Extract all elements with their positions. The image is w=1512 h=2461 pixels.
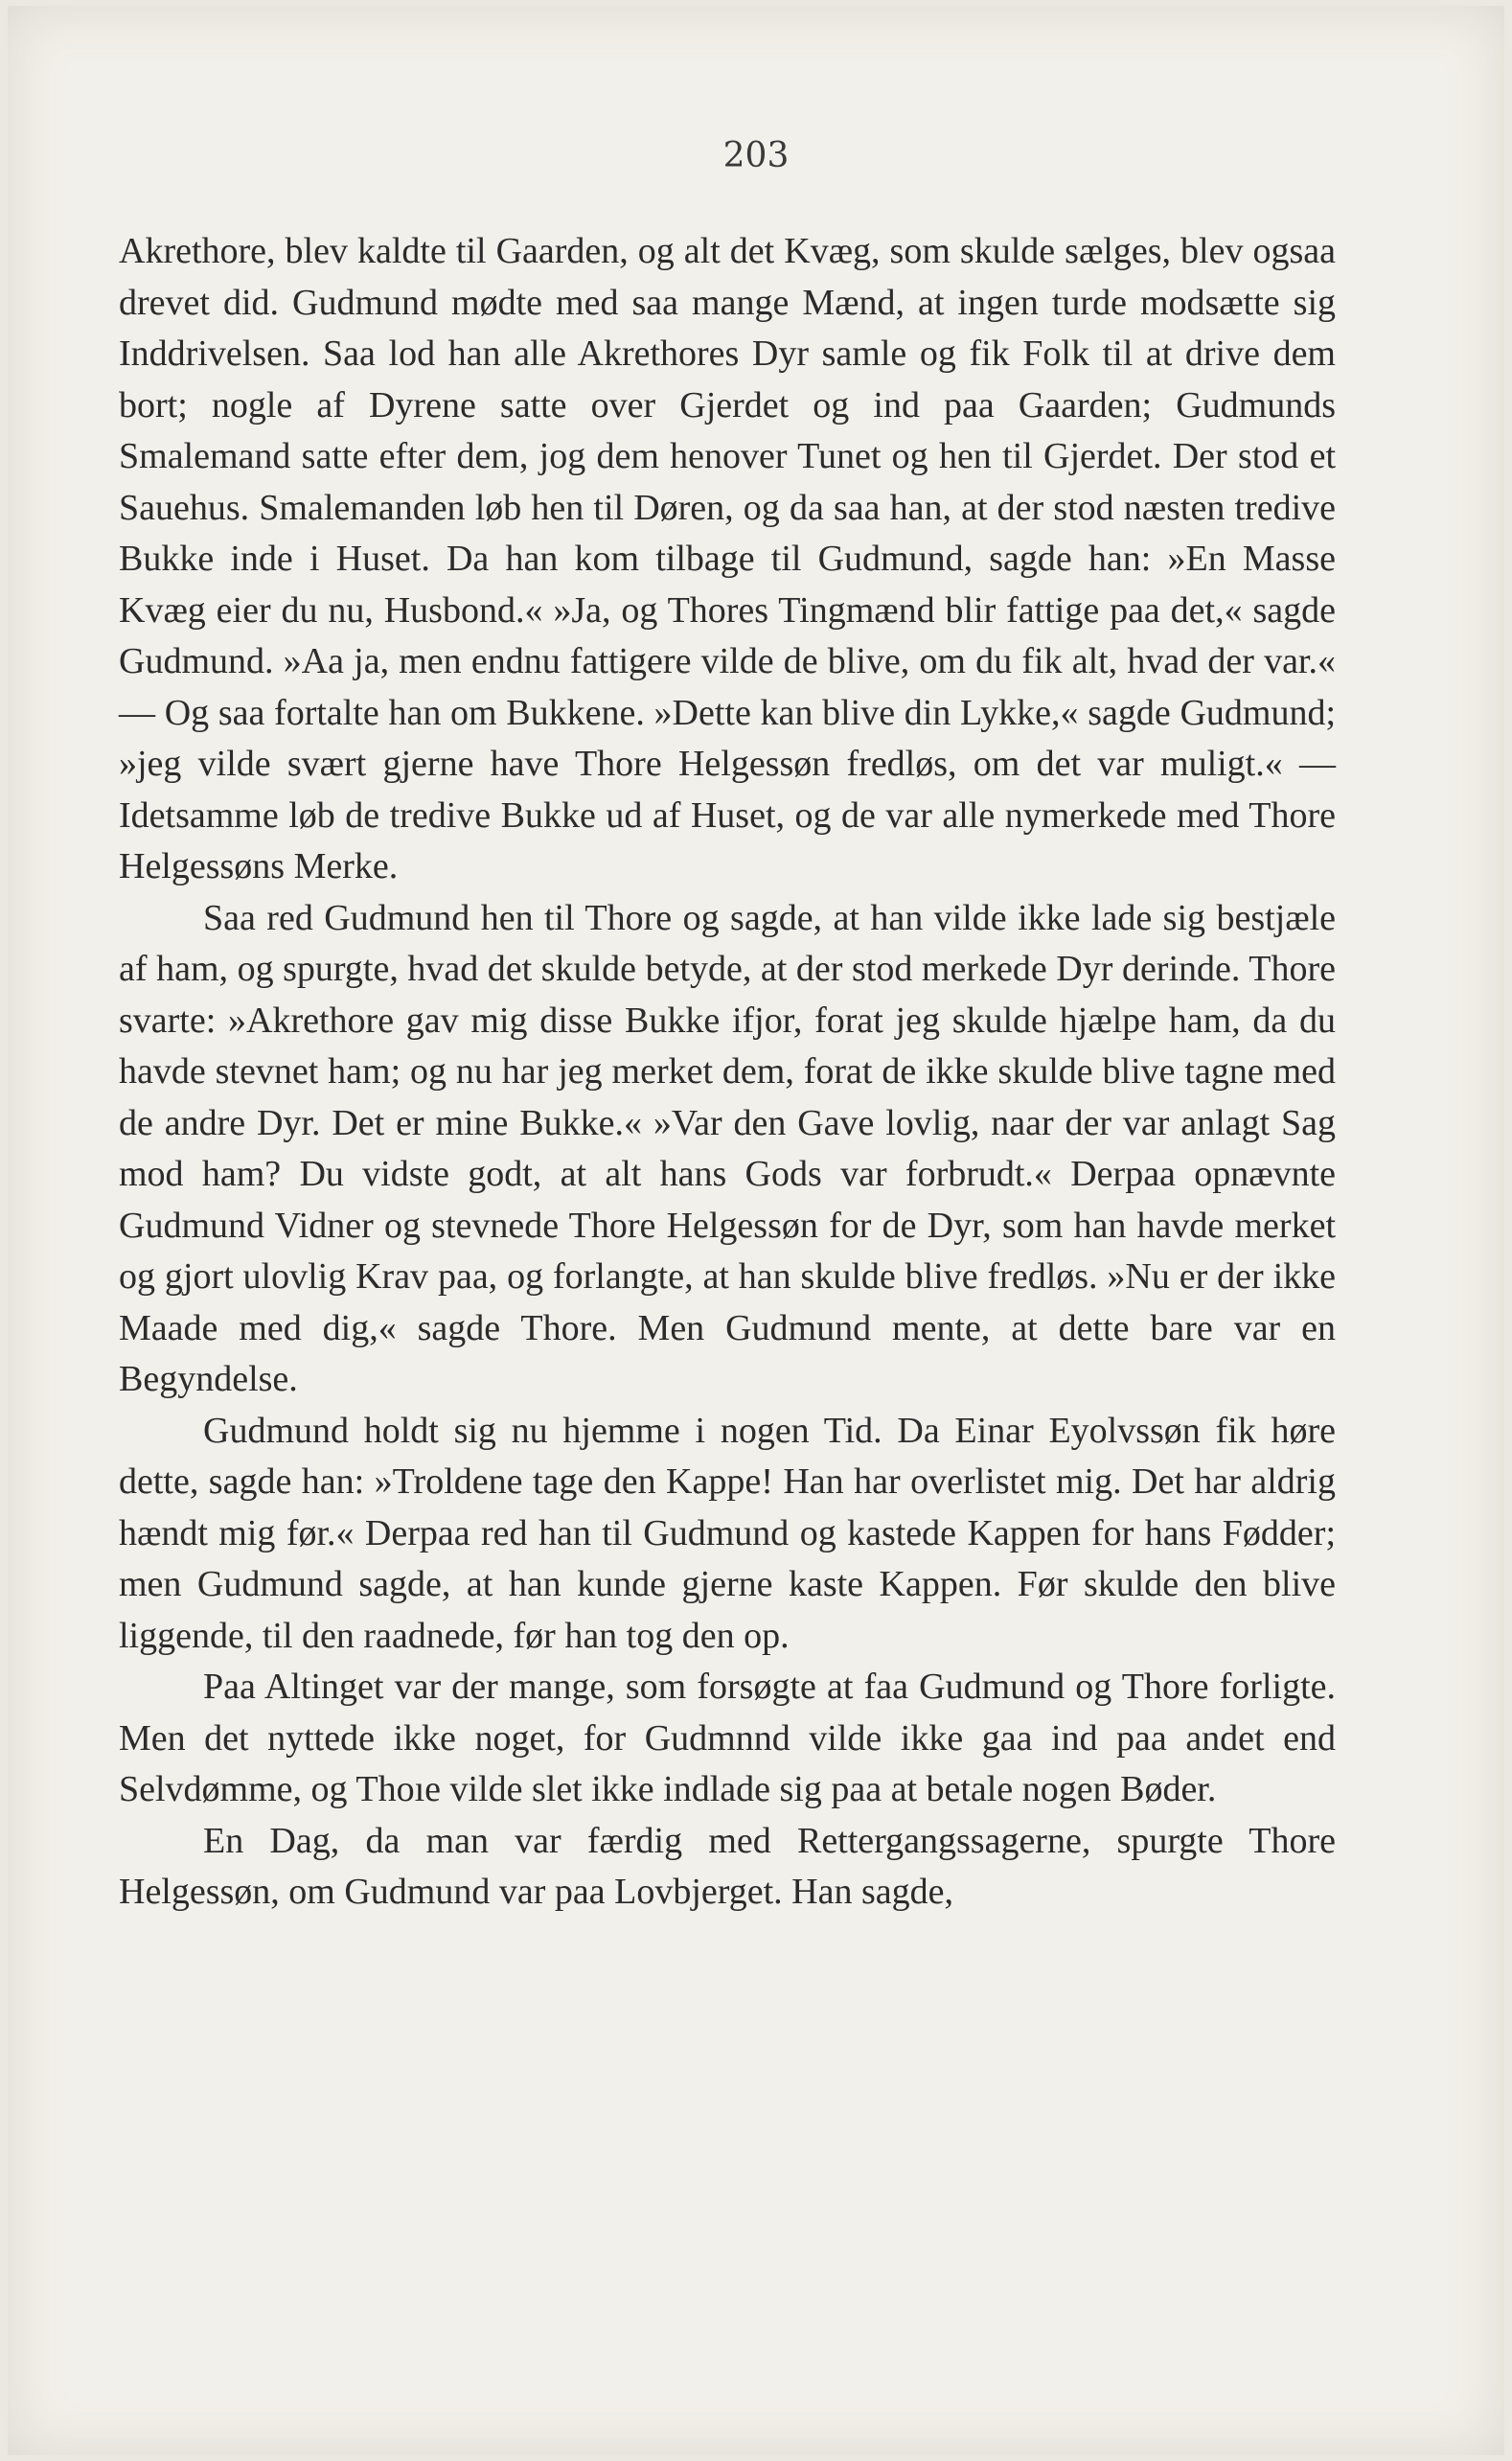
paragraph: Akrethore, blev kaldte til Gaarden, og alt det Kvæg, som skulde sælges, blev ogsaa drevet did. Gudmund mødte med saa mange Mænd, at ingen turde modsætte sig Inddrivelsen. Saa lod han alle Akrethores Dyr samle og fik Folk til at drive dem bort; nogle af Dyrene satte over Gjerdet og ind paa Gaarden; Gudmunds Smalemand satte efter dem, jog dem henover Tunet og hen til Gjerdet. Der stod et Sauehus. Smalemanden løb hen til Døren, og da saa han, at der stod næsten tredive Bukke inde i Huset. Da han kom tilbage til Gudmund, sagde han: »En Masse Kvæg eier du nu, Husbond.« »Ja, og Thores Tingmænd blir fattige paa det,« sagde Gudmund. »Aa ja, men endnu fattigere vilde de blive, om du fik alt, hvad der var.« — Og saa fortalte han om Bukkene. »Dette kan blive din Lykke,« sagde Gudmund; »jeg vilde svært gjerne have Thore Helgessøn fredløs, om det var muligt.« — Idetsamme løb de tredive Bukke ud af Huset, og de var alle nymerkede med Thore Helgessøns Merke. [119, 231, 1336, 886]
book-page [8, 6, 1504, 2455]
body-text [119, 226, 1336, 1919]
paragraph: Gudmund holdt sig nu hjemme i nogen Tid. Da Einar Eyolvssøn fik høre dette, sagde han: »Troldene tage den Kappe! Han har overlistet mig. Det har aldrig hændt mig før.« Derpaa red han til Gudmund og kastede Kappen for hans Fødder; men Gudmund sagde, at han kunde gjerne kaste Kappen. Før skulde den blive liggende, til den raadnede, før han tog den op. [119, 1410, 1336, 1656]
page-number: 203 [722, 136, 790, 175]
paragraph: Paa Altinget var der mange, som forsøgte at faa Gudmund og Thore forligte. Men det nyttede ikke noget, for Gudmnnd vilde ikke gaa ind paa andet end Selvdømme, og Thoıe vilde slet ikke indlade sig paa at betale nogen Bøder. [119, 1667, 1336, 1809]
paragraph: En Dag, da man var færdig med Rettergangssagerne, spurgte Thore Helgessøn, om Gudmund var paa Lovbjerget. Han sagde, [119, 1820, 1336, 1912]
paragraph: Saa red Gudmund hen til Thore og sagde, at han vilde ikke lade sig bestjæle af ham, og spurgte, hvad det skulde betyde, at der stod merkede Dyr derinde. Thore svarte: »Akrethore gav mig disse Bukke ifjor, forat jeg skulde hjælpe ham, da du havde stevnet ham; og nu har jeg merket dem, forat de ikke skulde blive tagne med de andre Dyr. Det er mine Bukke.« »Var den Gave lovlig, naar der var anlagt Sag mod ham? Du vidste godt, at alt hans Gods var forbrudt.« Derpaa opnævnte Gudmund Vidner og stevnede Thore Helgessøn for de Dyr, som han havde merket og gjort ulovlig Krav paa, og forlangte, at han skulde blive fredløs. »Nu er der ikke Maade med dig,« sagde Thore. Men Gudmund mente, at dette bare var en Begyndelse. [119, 897, 1336, 1399]
